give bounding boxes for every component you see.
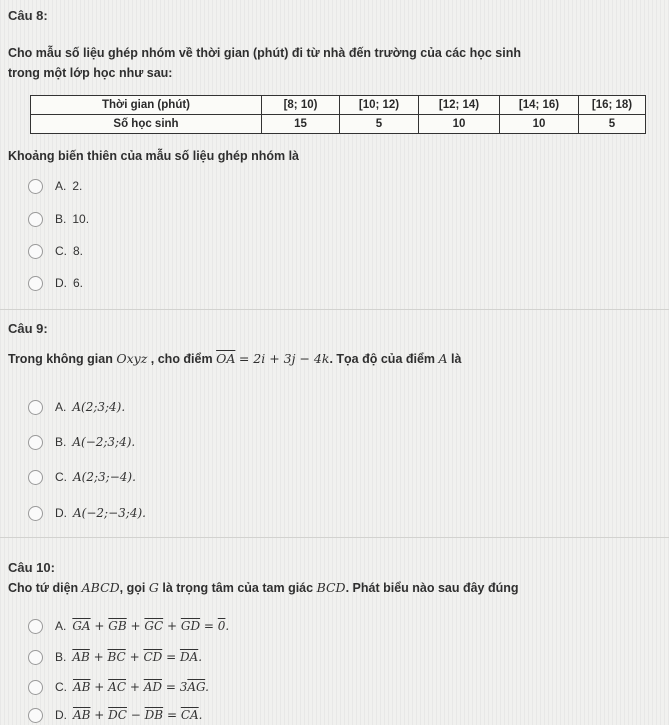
table-cell: 15 (262, 115, 340, 134)
radio-icon[interactable] (28, 244, 43, 259)
table-cell: [10; 12) (340, 96, 419, 115)
radio-icon[interactable] (28, 400, 43, 415)
q8-option-a[interactable]: A. 2. (28, 178, 82, 194)
table-cell: 10 (500, 115, 579, 134)
q9-option-c[interactable]: C. A(2;3;−4). (28, 469, 136, 485)
q8-text-line1: Cho mẫu số liệu ghép nhóm về thời gian (phút) đi từ nhà đến trường của các học sinh (8, 46, 521, 60)
table-row (31, 115, 646, 134)
radio-icon[interactable] (28, 506, 43, 521)
divider (0, 309, 669, 310)
table-header-count: Số học sinh (31, 115, 262, 134)
divider (0, 537, 669, 538)
q10-title: Câu 10: (8, 560, 55, 575)
q9-question: Trong không gian Oxyz , cho điểm $\overline{OA} = 2i + 3j - 4k$. Tọa độ của điểm A là (8, 351, 462, 366)
table-header-time: Thời gian (phút) (31, 96, 262, 115)
table-cell: [12; 14) (419, 96, 500, 115)
table-cell: [16; 18) (579, 96, 646, 115)
q10-option-b[interactable]: B. $\overline{AB} + \overline{BC} + \overline{CD} = \overline{DA}$. (28, 649, 202, 665)
q8-title: Câu 8: (8, 8, 48, 23)
q10-option-c[interactable]: C. $\overline{AB} + \overline{AC} + \overline{AD} = 3\overline{AG}$. (28, 679, 209, 695)
table-cell: [14; 16) (500, 96, 579, 115)
radio-icon[interactable] (28, 435, 43, 450)
radio-icon[interactable] (28, 179, 43, 194)
radio-icon[interactable] (28, 708, 43, 723)
radio-icon[interactable] (28, 619, 43, 634)
radio-icon[interactable] (28, 470, 43, 485)
q8-option-b[interactable]: B. 10. (28, 211, 89, 227)
q9-option-b[interactable]: B. A(−2;3;4). (28, 434, 135, 450)
table-cell: 5 (340, 115, 419, 134)
q8-text-line2: trong một lớp học như sau: (8, 66, 173, 80)
table-row (31, 96, 646, 115)
q8-data-table (30, 95, 646, 134)
radio-icon[interactable] (28, 276, 43, 291)
radio-icon[interactable] (28, 212, 43, 227)
radio-icon[interactable] (28, 680, 43, 695)
q10-option-d[interactable]: D. $\overline{AB} + \overline{DC} - \overline{DB} = \overline{CA}$. (28, 707, 203, 723)
radio-icon[interactable] (28, 650, 43, 665)
q10-question: Cho tứ diện ABCD, gọi G là trọng tâm của tam giác BCD. Phát biểu nào sau đây đúng (8, 580, 519, 595)
table-cell: 5 (579, 115, 646, 134)
q9-option-a[interactable]: A. A(2;3;4). (28, 399, 125, 415)
q10-option-a[interactable]: A. $\overline{GA} + \overline{GB} + \overline{GC} + \overline{GD} = 0$. (28, 618, 229, 634)
q9-title: Câu 9: (8, 321, 48, 336)
q8-option-c[interactable]: C. 8. (28, 243, 83, 259)
q8-question: Khoảng biến thiên của mẫu số liệu ghép nhóm là (8, 149, 299, 163)
q9-option-d[interactable]: D. A(−2;−3;4). (28, 505, 146, 521)
q8-option-d[interactable]: D. 6. (28, 275, 83, 291)
table-cell: 10 (419, 115, 500, 134)
table-cell: [8; 10) (262, 96, 340, 115)
